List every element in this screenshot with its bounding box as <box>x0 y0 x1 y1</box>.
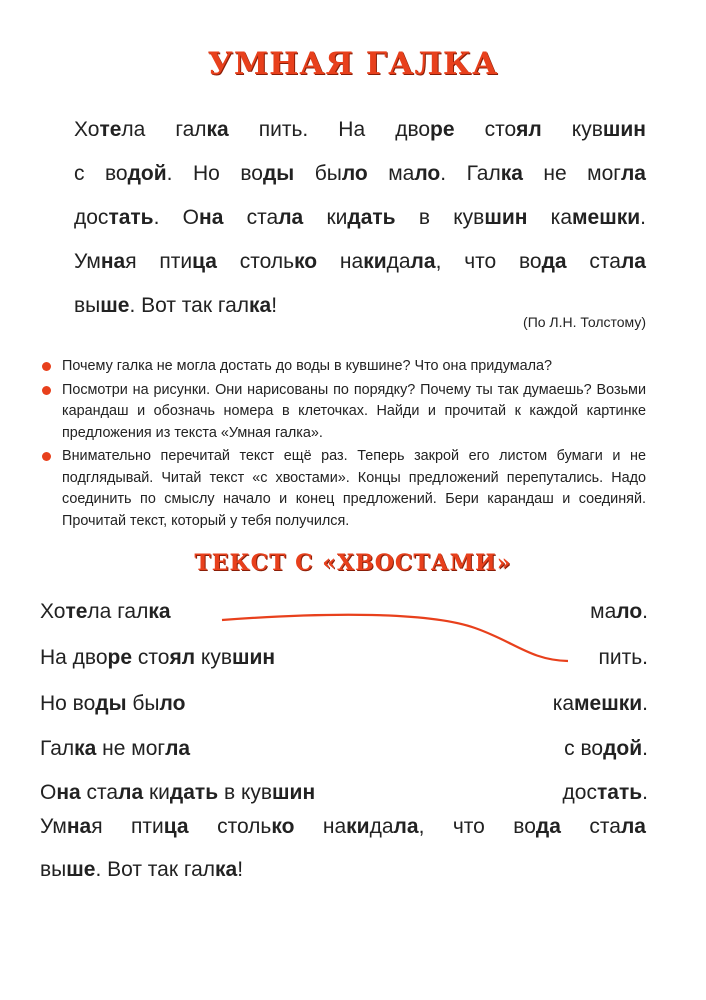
stressed-syllable: ца <box>192 250 217 273</box>
stressed-syllable: ка <box>249 294 272 317</box>
text-segment: в кув <box>218 781 273 804</box>
text-segment: вы <box>40 858 67 881</box>
stressed-syllable: ки <box>346 815 370 838</box>
text-segment: Хо <box>74 118 100 141</box>
task-item: Внимательно перечитай текст ещё раз. Теперь закрой его листом бумаги и не подглядывай. Читай текст «с хвостами». Концы предложений перепутались. Надо соединить по смыслу начало и конец предложений. Бери карандаш и соединяй. Прочитай текст, который у тебя получился. <box>40 446 646 532</box>
text-segment: кув <box>195 646 232 669</box>
task-item: Посмотри на рисунки. Они нарисованы по порядку? Почему ты так думаешь? Возьми карандаш и обозначь номера в клеточках. Найди и прочитай к каждой картинке предложения из текста «Умная галка». <box>40 380 646 445</box>
stressed-syllable: ка <box>148 600 171 623</box>
text-segment: ки <box>143 781 170 804</box>
text-segment: ста <box>560 815 621 838</box>
stressed-syllable: ка <box>74 737 97 760</box>
text-segment: Ум <box>40 815 67 838</box>
task-item: Почему галка не могла достать до воды в кувшине? Что она придумала? <box>40 356 646 378</box>
text-segment: на <box>317 250 364 273</box>
text-segment: ка <box>552 692 575 715</box>
stressed-syllable: дать <box>347 206 396 229</box>
final-sentence-line <box>40 815 646 839</box>
stressed-syllable: шин <box>602 118 646 141</box>
text-segment: столь <box>216 250 295 273</box>
text-segment: столь <box>188 815 272 838</box>
stressed-syllable: ды <box>95 692 127 715</box>
page-title: УМНАЯ ГАЛКА <box>207 46 499 82</box>
text-segment: да <box>386 250 411 273</box>
author-attribution: (По Л.Н. Толстому) <box>523 314 646 330</box>
text-segment: бы <box>126 692 160 715</box>
stressed-syllable: ка <box>206 118 229 141</box>
text-segment: ла гал <box>87 600 149 623</box>
stressed-syllable: ко <box>271 815 295 838</box>
text-segment: бы <box>294 162 342 185</box>
stressed-syllable: ла <box>620 162 646 185</box>
stressed-syllable: ял <box>169 646 196 669</box>
text-segment: дос <box>74 206 109 229</box>
stressed-syllable: на <box>66 815 92 838</box>
stressed-syllable: на <box>100 250 126 273</box>
text-segment: . <box>640 206 646 229</box>
text-segment: не мог <box>96 737 166 760</box>
text-segment: с во <box>74 162 128 185</box>
text-segment: . О <box>153 206 200 229</box>
stressed-syllable: ло <box>414 162 441 185</box>
text-segment: . Гал <box>440 162 501 185</box>
text-segment: . Вот так гал <box>95 858 215 881</box>
text-segment: ка <box>527 206 573 229</box>
text-segment: ста <box>223 206 279 229</box>
text-segment: пить. <box>598 646 648 669</box>
stressed-syllable: шин <box>272 781 316 804</box>
stressed-syllable: ре <box>107 646 133 669</box>
stressed-syllable: ка <box>500 162 523 185</box>
stressed-syllable: мешки <box>574 692 643 715</box>
text-segment: ма <box>590 600 617 623</box>
text-segment: . <box>642 692 648 715</box>
text-segment: , что во <box>435 250 542 273</box>
stressed-syllable: ла <box>165 737 191 760</box>
stressed-syllable: дой <box>603 737 643 760</box>
stressed-syllable: ца <box>163 815 189 838</box>
text-segment: кув <box>541 118 603 141</box>
stressed-syllable: на <box>56 781 81 804</box>
stressed-syllable: дой <box>127 162 167 185</box>
text-segment: на <box>294 815 347 838</box>
text-segment: не мог <box>522 162 621 185</box>
text-segment: я пти <box>125 250 193 273</box>
text-segment: в кув <box>395 206 485 229</box>
stressed-syllable: мешки <box>572 206 641 229</box>
text-segment: сто <box>132 646 170 669</box>
stressed-syllable: да <box>535 815 561 838</box>
text-segment: ста <box>566 250 621 273</box>
text-segment: вы <box>74 294 101 317</box>
text-segment: Но во <box>40 692 96 715</box>
text-segment: Хо <box>40 600 66 623</box>
stressed-syllable: ла <box>620 250 646 273</box>
text-segment: дос <box>562 781 597 804</box>
text-segment: . <box>642 781 648 804</box>
text-segment: . Но во <box>166 162 263 185</box>
text-segment: ки <box>303 206 348 229</box>
stressed-syllable: шин <box>484 206 528 229</box>
text-segment: я пти <box>91 815 164 838</box>
text-segment: с во <box>564 737 604 760</box>
text-segment: На дво <box>40 646 108 669</box>
text-segment: . <box>642 600 648 623</box>
stressed-syllable: ла <box>410 250 436 273</box>
text-segment: ! <box>237 858 244 881</box>
stressed-syllable: ял <box>516 118 542 141</box>
text-segment: да <box>369 815 394 838</box>
text-segment: . Вот так гал <box>129 294 249 317</box>
text-segment: Гал <box>40 737 75 760</box>
stressed-syllable: тать <box>108 206 154 229</box>
stressed-syllable: на <box>199 206 224 229</box>
stressed-syllable: шин <box>231 646 276 669</box>
text-segment: . <box>642 737 648 760</box>
stressed-syllable: ко <box>294 250 318 273</box>
text-segment: ма <box>367 162 415 185</box>
text-segment: сто <box>454 118 517 141</box>
text-segment: ! <box>271 294 278 317</box>
stressed-syllable: ла <box>278 206 304 229</box>
text-segment: , что во <box>418 815 536 838</box>
stressed-syllable: ло <box>616 600 643 623</box>
stressed-syllable: ло <box>341 162 368 185</box>
text-segment: ста <box>80 781 119 804</box>
text-segment: ла гал <box>121 118 207 141</box>
stressed-syllable: ла <box>620 815 646 838</box>
stressed-syllable: ше <box>100 294 130 317</box>
stressed-syllable: ла <box>118 781 144 804</box>
stressed-syllable: ше <box>66 858 96 881</box>
text-segment: О <box>40 781 57 804</box>
text-segment: Ум <box>74 250 101 273</box>
stressed-syllable: те <box>99 118 122 141</box>
text-segment: пить. На дво <box>228 118 431 141</box>
stressed-syllable: тать <box>596 781 643 804</box>
stressed-syllable: да <box>541 250 567 273</box>
stressed-syllable: дать <box>169 781 219 804</box>
stressed-syllable: ки <box>363 250 387 273</box>
stressed-syllable: ре <box>430 118 455 141</box>
stressed-syllable: ло <box>159 692 186 715</box>
section-title: ТЕКСТ С «ХВОСТАМИ» <box>194 550 512 576</box>
stressed-syllable: те <box>65 600 88 623</box>
stressed-syllable: ла <box>393 815 419 838</box>
final-sentence-line <box>40 858 243 882</box>
stressed-syllable: ды <box>262 162 295 185</box>
stressed-syllable: ка <box>215 858 238 881</box>
